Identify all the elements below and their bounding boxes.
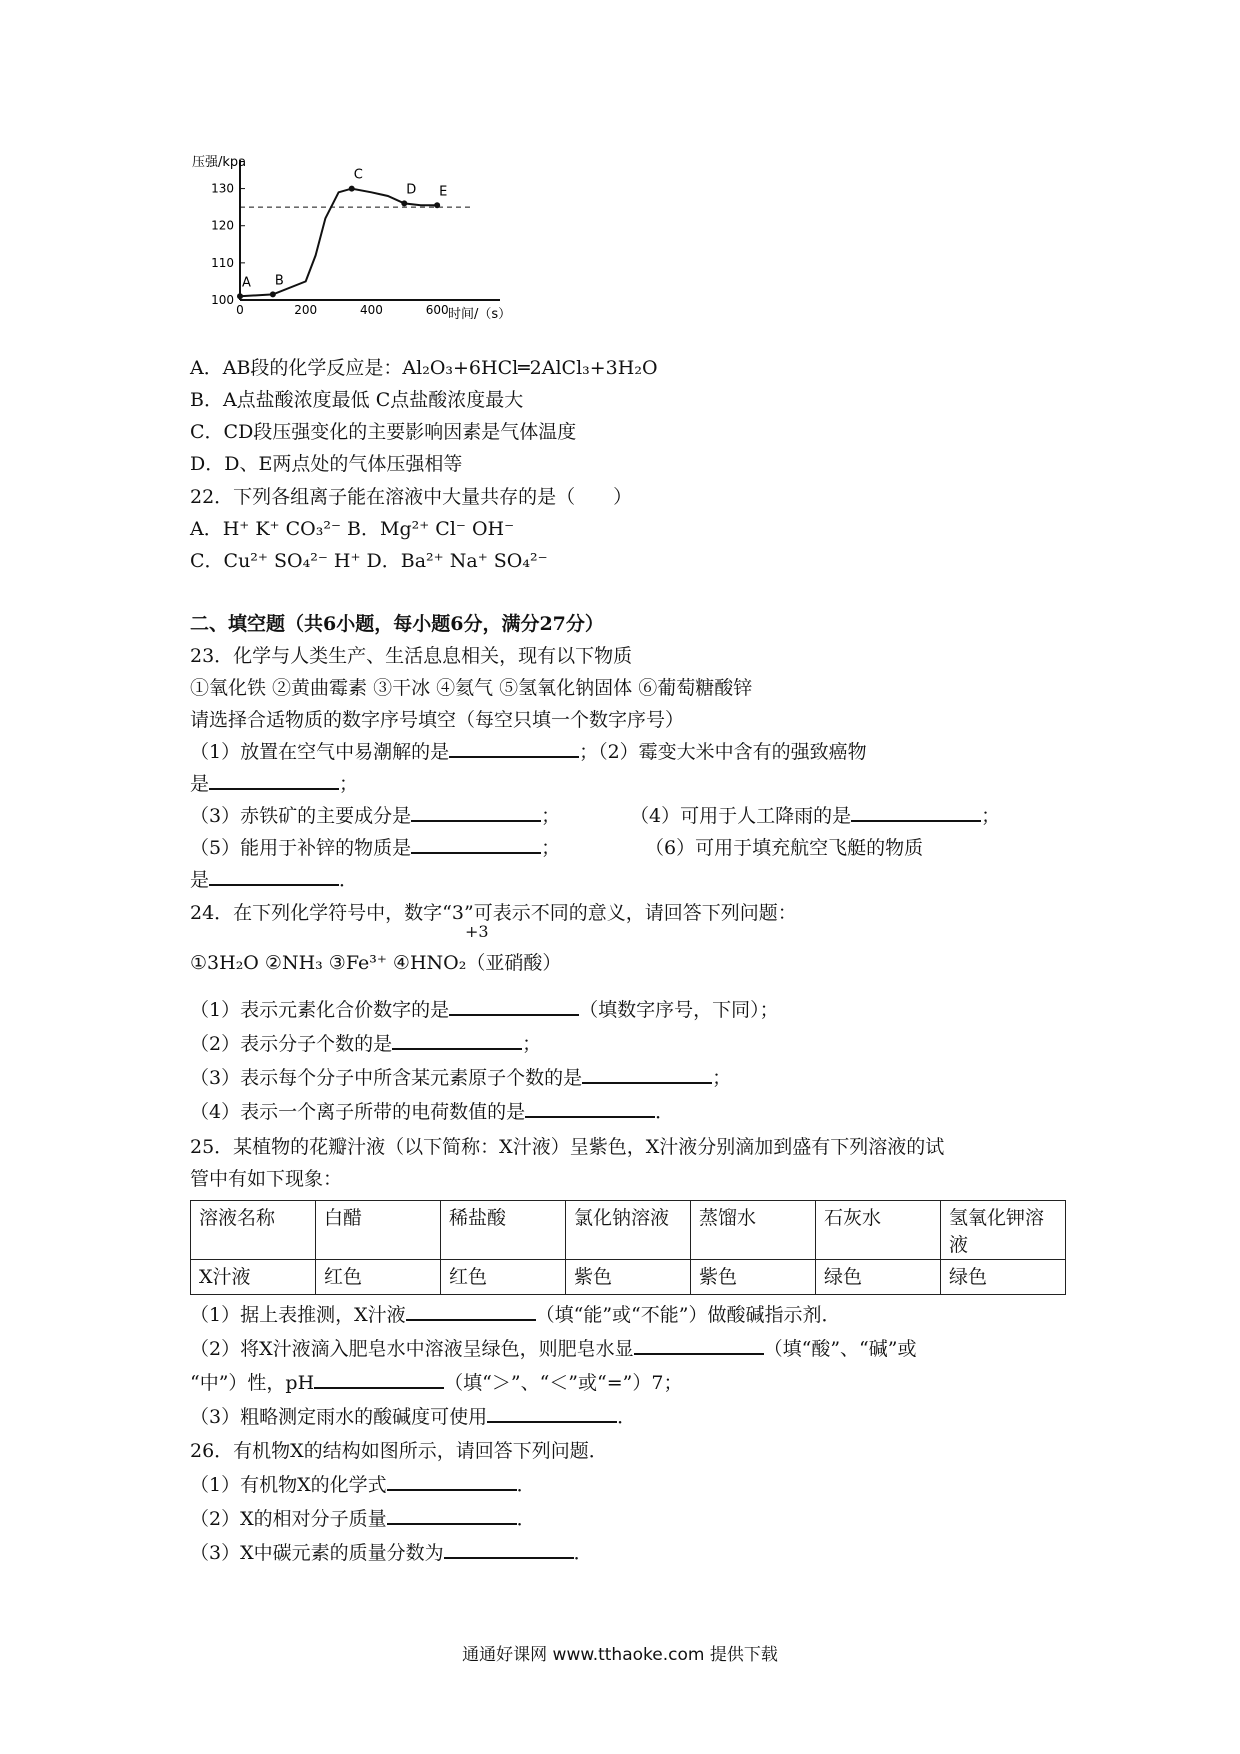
table-cell: 红色 — [316, 1260, 441, 1295]
q23-blank-2[interactable] — [209, 770, 339, 790]
q23-stem: 23．化学与人类生产、生活息息相关，现有以下物质 — [190, 645, 633, 667]
table-cell: 氢氧化钾溶液 — [941, 1201, 1066, 1260]
q26-p1: （1）有机物X的化学式 — [190, 1474, 387, 1496]
q25-row3 — [190, 1368, 682, 1395]
q24-row1 — [190, 995, 779, 1022]
table-cell: 溶液名称 — [191, 1201, 316, 1260]
q26-dot-1: ． — [516, 1474, 536, 1496]
point-label-b: B — [274, 273, 284, 289]
q23-p6b: 是 — [190, 869, 210, 891]
y-tick-label: 100 — [211, 293, 234, 307]
q24-valence-mark: +3 — [465, 922, 489, 941]
table-header-row — [191, 1201, 1066, 1260]
q26-dot-2: ． — [516, 1508, 536, 1530]
chart-ylabel: 压强/kpa — [192, 155, 247, 170]
q23-p2: ；（2）霉变大米中含有的强致癌物 — [579, 741, 867, 763]
point-e — [434, 202, 440, 208]
q23-semi-5: ； — [541, 837, 561, 859]
q24-p1: （1）表示元素化合价数字的是 — [190, 999, 450, 1021]
table-cell: 紫色 — [566, 1260, 691, 1295]
table-cell: 石灰水 — [816, 1201, 941, 1260]
q21-option-c: C．CD段压强变化的主要影响因素是气体温度 — [190, 421, 577, 443]
point-d — [401, 200, 407, 206]
q26-dot-3: ． — [573, 1542, 593, 1564]
point-b — [270, 291, 276, 297]
q25-p2: （2）将X汁液滴入肥皂水中溶液呈绿色，则肥皂水显 — [190, 1338, 634, 1360]
q24-row2 — [190, 1029, 541, 1056]
q24-blank-4[interactable] — [525, 1098, 655, 1118]
q25-p2end: （填“酸”、“碱”或 — [763, 1338, 917, 1360]
q24-row4 — [190, 1097, 674, 1124]
section-heading: 二、填空题（共6小题，每小题6分，满分27分） — [190, 613, 604, 635]
q24-p1end: （填数字序号，下同）； — [579, 999, 779, 1021]
q24-p3: （3）表示每个分子中所含某元素原子个数的是 — [190, 1067, 583, 1089]
q25-row4 — [190, 1402, 636, 1429]
q23-row3 — [190, 801, 560, 828]
q24-blank-3[interactable] — [582, 1064, 712, 1084]
q25-p1: （1）据上表推测，X汁液 — [190, 1304, 406, 1326]
q23-blank-1[interactable] — [449, 738, 579, 758]
q26-blank-1[interactable] — [387, 1471, 517, 1491]
q24-stem: 24．在下列化学符号中，数字“3”可表示不同的意义，请回答下列问题： — [190, 902, 797, 924]
table-cell: 紫色 — [691, 1260, 816, 1295]
q23-row5 — [190, 865, 358, 892]
pressure-curve — [240, 189, 437, 297]
q24-blank-1[interactable] — [449, 996, 579, 1016]
q23-blank-3[interactable] — [411, 802, 541, 822]
q26-row2 — [190, 1504, 536, 1531]
y-tick-label: 120 — [211, 218, 234, 233]
y-tick-label: 110 — [211, 255, 234, 270]
table-cell: X汁液 — [191, 1260, 316, 1295]
q24-dot-4: ． — [655, 1101, 675, 1123]
x-tick-label: 200 — [294, 303, 318, 317]
q23-dot-6: ． — [339, 869, 359, 891]
q25-blank-3[interactable] — [314, 1369, 444, 1389]
q23-semi-2: ； — [339, 773, 359, 795]
q26-p3: （3）X中碳元素的质量分数为 — [190, 1542, 444, 1564]
q24-semi-2: ； — [522, 1033, 542, 1055]
q26-p2: （2）X的相对分子质量 — [190, 1508, 387, 1530]
q24-formulas: ①3H₂O ②NH₃ ③Fe³⁺ ④HNO₂（亚硝酸） — [190, 952, 562, 974]
q22-stem: 22．下列各组离子能在溶液中大量共存的是（ ） — [190, 486, 633, 508]
table-row — [191, 1260, 1066, 1295]
y-tick-label: 130 — [211, 181, 234, 196]
x-tick-label: 400 — [359, 303, 383, 317]
point-label-c: C — [353, 167, 363, 183]
chart-xlabel: 时间/（s） — [448, 307, 512, 322]
q22-options-cd: C．Cu²⁺ SO₄²⁻ H⁺ D．Ba²⁺ Na⁺ SO₄²⁻ — [190, 550, 548, 572]
q23-items: ①氧化铁 ②黄曲霉素 ③干冰 ④氦气 ⑤氢氧化钠固体 ⑥葡萄糖酸锌 — [190, 677, 753, 699]
q23-row1 — [190, 737, 867, 764]
q26-blank-3[interactable] — [444, 1539, 574, 1559]
q21-option-b: B．A点盐酸浓度最低 C点盐酸浓度最大 — [190, 389, 524, 411]
table-cell: 蒸馏水 — [691, 1201, 816, 1260]
q25-p3: （3）粗略测定雨水的酸碱度可使用 — [190, 1406, 488, 1428]
q23-p6: （6）可用于填充航空飞艇的物质 — [645, 837, 924, 859]
q25-stem-2: 管中有如下现象： — [190, 1168, 343, 1190]
q26-blank-2[interactable] — [387, 1505, 517, 1525]
point-label-d: D — [406, 182, 417, 198]
point-a — [237, 293, 243, 299]
q23-semi-4: ； — [981, 805, 1001, 827]
q23-row4 — [190, 833, 560, 860]
q23-p1: （1）放置在空气中易潮解的是 — [190, 741, 450, 763]
q23-row3b — [630, 801, 1000, 828]
q26-row3 — [190, 1538, 593, 1565]
q25-row2 — [190, 1334, 916, 1361]
q25-blank-2[interactable] — [634, 1335, 764, 1355]
table-cell: 绿色 — [816, 1260, 941, 1295]
q23-instruction: 请选择合适物质的数字序号填空（每空只填一个数字序号） — [190, 709, 685, 731]
q23-p4: （4）可用于人工降雨的是 — [630, 805, 852, 827]
q24-p4: （4）表示一个离子所带的电荷数值的是 — [190, 1101, 526, 1123]
table-cell: 绿色 — [941, 1260, 1066, 1295]
q22-options-ab: A．H⁺ K⁺ CO₃²⁻ B．Mg²⁺ Cl⁻ OH⁻ — [190, 518, 515, 540]
page-footer: 通通好课网 www.tthaoke.com 提供下载 — [462, 1645, 778, 1665]
indicator-table — [190, 1200, 1066, 1295]
q21-option-a: A．AB段的化学反应是：Al₂O₃+6HCl═2AlCl₃+3H₂O — [190, 357, 658, 379]
point-c — [349, 186, 355, 192]
q23-blank-5[interactable] — [411, 834, 541, 854]
q24-p2: （2）表示分子个数的是 — [190, 1033, 393, 1055]
q24-blank-2[interactable] — [392, 1030, 522, 1050]
q23-row2 — [190, 769, 358, 796]
q26-row1 — [190, 1470, 536, 1497]
x-tick-label: 600 — [425, 303, 449, 317]
q25-p2bend: （填“＞”、“＜”或“=”）7； — [444, 1372, 683, 1394]
pressure-time-chart — [180, 150, 560, 330]
point-label-e: E — [439, 184, 448, 200]
q24-row3 — [190, 1063, 731, 1090]
q24-semi-3: ； — [712, 1067, 732, 1089]
q21-option-d: D．D、E两点处的气体压强相等 — [190, 453, 463, 475]
table-cell: 白醋 — [316, 1201, 441, 1260]
x-tick-label: 0 — [236, 303, 244, 317]
q25-p1end: （填“能”或“不能”）做酸碱指示剂． — [535, 1304, 841, 1326]
q25-p2b: “中”）性，pH — [190, 1372, 315, 1394]
q25-row1 — [190, 1300, 840, 1327]
q23-blank-4[interactable] — [851, 802, 981, 822]
q23-blank-6[interactable] — [209, 866, 339, 886]
table-cell: 氯化钠溶液 — [566, 1201, 691, 1260]
q23-p3: （3）赤铁矿的主要成分是 — [190, 805, 412, 827]
table-cell: 稀盐酸 — [441, 1201, 566, 1260]
table-cell: 红色 — [441, 1260, 566, 1295]
q25-stem-1: 25．某植物的花瓣汁液（以下简称：X汁液）呈紫色，X汁液分别滴加到盛有下列溶液的试 — [190, 1136, 945, 1158]
q26-stem: 26．有机物X的结构如图所示，请回答下列问题． — [190, 1440, 608, 1462]
q23-p2b: 是 — [190, 773, 210, 795]
q23-p5: （5）能用于补锌的物质是 — [190, 837, 412, 859]
q25-blank-4[interactable] — [487, 1403, 617, 1423]
q25-blank-1[interactable] — [406, 1301, 536, 1321]
q25-dot: ． — [617, 1406, 637, 1428]
point-label-a: A — [242, 275, 251, 291]
q23-semi-3: ； — [541, 805, 561, 827]
